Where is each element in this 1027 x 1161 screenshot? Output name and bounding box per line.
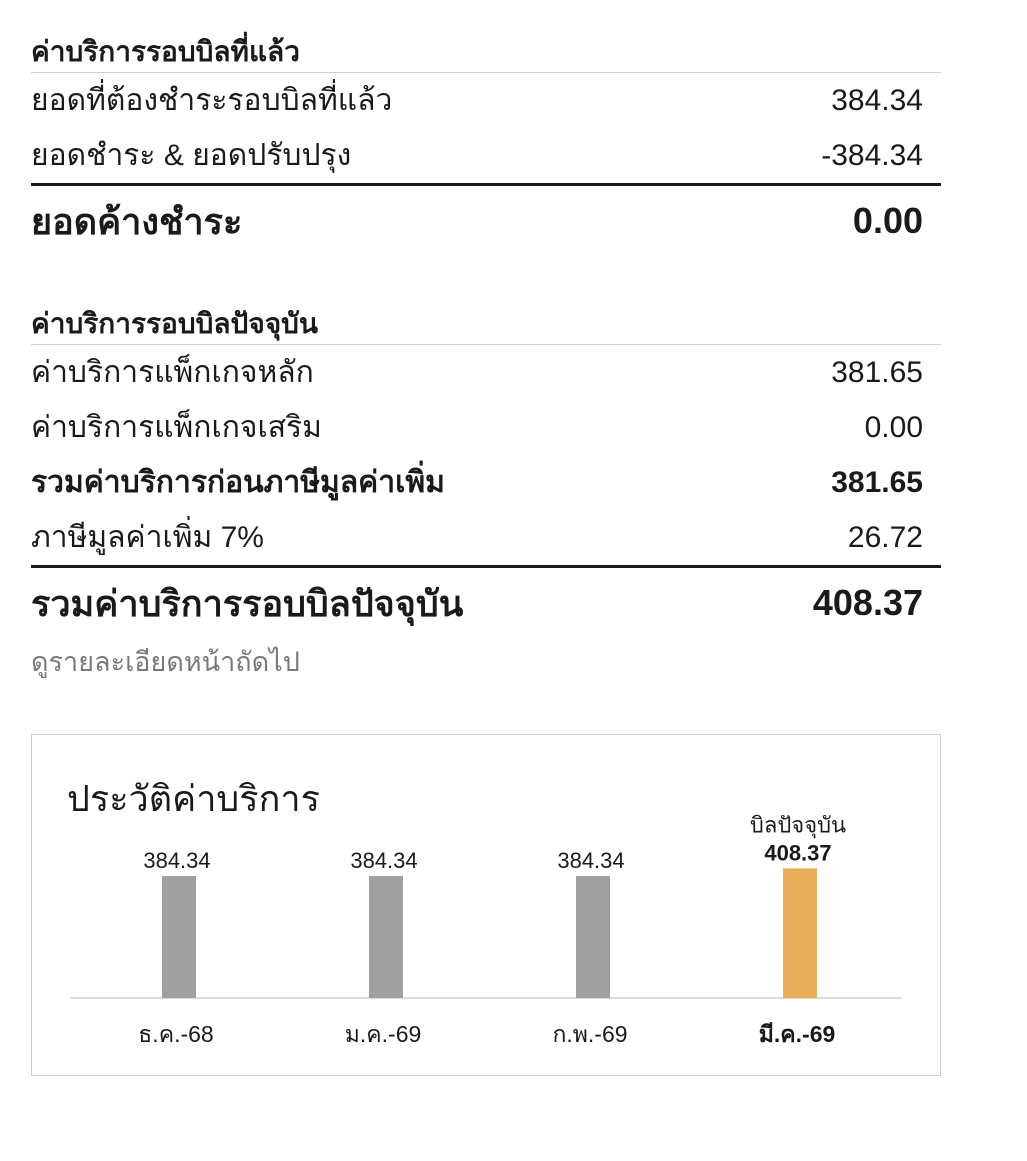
total-amount: 408.37 xyxy=(812,582,923,623)
chart-title: ประวัติค่าบริการ xyxy=(67,778,320,819)
row-amount: -384.34 xyxy=(821,138,923,172)
total-amount: 0.00 xyxy=(852,200,923,241)
row-label: ค่าบริการแพ็กเกจหลัก xyxy=(31,356,314,389)
bar-1 xyxy=(369,876,403,998)
vat-row xyxy=(31,510,941,565)
previous-bill-section xyxy=(31,0,941,256)
payment-adjustment-row xyxy=(31,128,941,183)
bill-summary xyxy=(31,0,941,683)
row-label: ค่าบริการแพ็กเกจเสริม xyxy=(31,411,322,444)
row-amount: 0.00 xyxy=(864,410,923,444)
total-label: รวมค่าบริการรอบบิลปัจจุบัน xyxy=(31,582,464,624)
bar-0 xyxy=(162,876,196,998)
main-package-row xyxy=(31,345,941,400)
current-bill-heading: ค่าบริการรอบบิลปัจจุบัน xyxy=(31,294,941,345)
total-label: ยอดค้างชำระ xyxy=(31,200,243,242)
bar-value-label-0: 384.34 xyxy=(143,848,211,873)
x-tick-label-1: ม.ค.-69 xyxy=(344,1021,422,1047)
addon-package-row xyxy=(31,400,941,455)
row-amount: 384.34 xyxy=(831,83,923,117)
row-label: ยอดชำระ & ยอดปรับปรุง xyxy=(31,139,352,172)
row-amount: 381.65 xyxy=(831,355,923,389)
bar-value-label-1: 384.34 xyxy=(350,848,418,873)
billing-history-chart xyxy=(31,734,941,1076)
row-amount: 26.72 xyxy=(847,520,923,554)
bar-2 xyxy=(576,876,610,998)
row-label: ภาษีมูลค่าเพิ่ม 7% xyxy=(31,521,264,554)
previous-due-row xyxy=(31,73,941,128)
current-total-row xyxy=(31,565,941,638)
bar-3 xyxy=(783,868,817,998)
row-label: รวมค่าบริการก่อนภาษีมูลค่าเพิ่ม xyxy=(31,466,445,499)
subtotal-before-vat-row xyxy=(31,455,941,510)
outstanding-total-row xyxy=(31,183,941,256)
see-next-page-note: ดูรายละเอียดหน้าถัดไป xyxy=(31,647,300,677)
current-bill-section xyxy=(31,294,941,683)
x-tick-label-3: มี.ค.-69 xyxy=(758,1021,836,1047)
bar-value-label-3: 408.37 xyxy=(764,840,832,866)
row-amount: 381.65 xyxy=(831,465,923,499)
x-tick-label-2: ก.พ.-69 xyxy=(552,1021,628,1047)
previous-bill-heading: ค่าบริการรอบบิลที่แล้ว xyxy=(31,0,941,73)
bar-value-label-2: 384.34 xyxy=(557,848,625,873)
x-tick-label-0: ธ.ค.-68 xyxy=(138,1021,214,1047)
row-label: ยอดที่ต้องชำระรอบบิลที่แล้ว xyxy=(31,84,393,117)
current-bill-caption: บิลปัจจุบัน xyxy=(749,812,847,838)
